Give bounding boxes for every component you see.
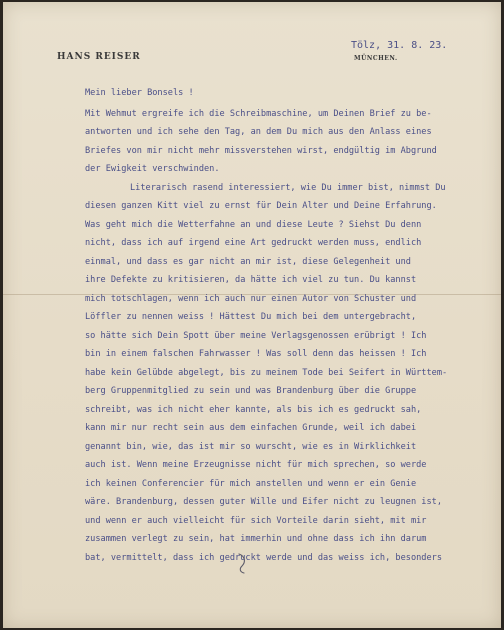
body-line: nicht, dass ich auf irgend eine Art gedruckt werden muss, endlich — [85, 238, 422, 248]
body-line: habe kein Gelübde abgelegt, bis zu meinem Tode bei Seifert in Württem- — [85, 367, 448, 378]
handwritten-correction-mark — [236, 552, 250, 574]
letter-date: Tölz, 31. 8. 23. — [351, 40, 448, 51]
body-line: Briefes von mir nicht mehr missverstehen wirst, endgültig im Abgrund — [85, 145, 437, 156]
body-line: und wenn er auch vielleicht für sich Vorteile darin sieht, mit mir — [85, 515, 427, 526]
body-line: Literarisch rasend interessiert, wie Du immer bist, nimmst Du — [130, 182, 446, 193]
body-line: bat, vermittelt, dass ich gedruckt werde und das weiss ich, besonders — [85, 552, 442, 563]
body-line: so hätte sich Dein Spott über meine Verlagsgenossen erübrigt ! Ich — [85, 330, 427, 341]
body-line: genannt bin, wie, das ist mir so wurscht, wie es in Wirklichkeit — [85, 441, 417, 452]
body-line: der Ewigkeit verschwinden. — [85, 164, 220, 174]
body-line: zusammen verlegt zu sein, hat immerhin und ohne dass ich ihn darum — [85, 534, 427, 544]
body-line: kann mir nur recht sein aus dem einfachen Grunde, weil ich dabei — [85, 423, 417, 433]
letterhead-city: MÜNCHEN. — [354, 55, 398, 62]
body-line: ihre Defekte zu kritisieren, da hätte ich viel zu tun. Du kannst — [85, 275, 417, 285]
body-line: schreibt, was ich nicht eher kannte, als bis ich es gedruckt sah, — [85, 404, 422, 415]
body-line: Was geht mich die Wetterfahne an und diese Leute ? Siehst Du denn — [85, 219, 422, 230]
letterhead-name: HANS REISER — [57, 52, 141, 62]
body-line: wäre. Brandenburg, dessen guter Wille und Eifer nicht zu leugnen ist, — [85, 497, 442, 507]
letter-sheet — [3, 2, 501, 628]
body-line: einmal, und dass es gar nicht an mir ist, diese Gelegenheit und — [85, 256, 411, 267]
body-line: ich keinen Conferencier für mich anstellen und wenn er ein Genie — [85, 478, 417, 489]
body-line: berg Gruppenmitglied zu sein und was Brandenburg über die Gruppe — [85, 386, 417, 396]
body-line: Löffler zu nennen weiss ! Hättest Du mich bei dem untergebracht, — [85, 312, 417, 322]
body-line: bin in einem falschen Fahrwasser ! Was soll denn das heissen ! Ich — [85, 349, 427, 359]
body-line: Mit Wehmut ergreife ich die Schreibmaschine, um Deinen Brief zu be- — [85, 108, 432, 119]
body-line: antworten und ich sehe den Tag, an dem Du mich aus den Anlass eines — [85, 127, 432, 137]
letter-body — [85, 84, 497, 567]
body-line: diesen ganzen Kitt viel zu ernst für Dein Alter und Deine Erfahrung. — [85, 201, 437, 211]
body-line: auch ist. Wenn meine Erzeugnisse nicht für mich sprechen, so werde — [85, 460, 427, 470]
body-line: mich totschlagen, wenn ich auch nur einen Autor von Schuster und — [85, 293, 417, 304]
salutation: Mein lieber Bonsels ! — [85, 88, 194, 98]
